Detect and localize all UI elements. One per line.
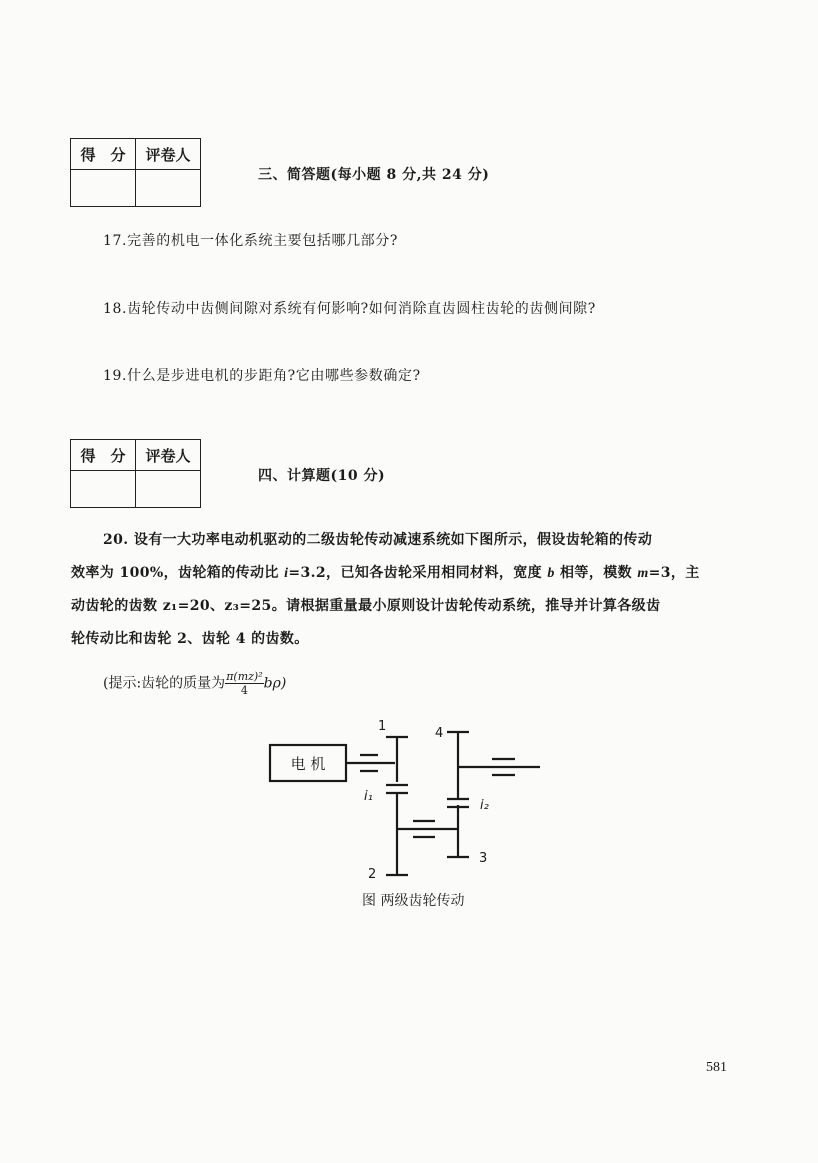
section4-title: 四、计算题(10 分) [258, 468, 386, 484]
score-header: 得 分 [71, 440, 136, 471]
figure-caption: 图 两级齿轮传动 [362, 893, 465, 909]
q20-line-4: 轮传动比和齿轮 2、齿轮 4 的齿数。 [71, 631, 309, 647]
gear-label-1: 1 [378, 719, 387, 734]
ratio-label-i1: i₁ [364, 789, 373, 804]
motor-label: 电 机 [290, 755, 326, 773]
score-cell [71, 471, 136, 508]
grader-header: 评卷人 [136, 440, 201, 471]
grader-cell [136, 471, 201, 508]
score-header: 得 分 [71, 139, 136, 170]
score-box-section4 [70, 439, 201, 508]
score-box-section3 [70, 138, 201, 207]
grader-cell [136, 170, 201, 207]
question-19: 19.什么是步进电机的步距角?它由哪些参数确定? [103, 368, 421, 384]
q20-line-1: 20. 设有一大功率电动机驱动的二级齿轮传动减速系统如下图所示，假设齿轮箱的传动 [103, 532, 653, 548]
gear-label-3: 3 [479, 851, 488, 866]
score-cell [71, 170, 136, 207]
ratio-label-i2: i₂ [480, 798, 489, 813]
question-17: 17.完善的机电一体化系统主要包括哪几部分? [103, 233, 398, 249]
question-20 [71, 524, 763, 656]
section3-title: 三、简答题(每小题 8 分,共 24 分) [258, 167, 490, 183]
gear-train-diagram [260, 715, 560, 885]
q20-line-2: 效率为 100%，齿轮箱的传动比 i=3.2，已知各齿轮采用相同材料，宽度 b 相等，模数 m=3，主 [71, 565, 700, 581]
mass-fraction: $\frac{\text{π(mz)²}}{4}$ [226, 670, 263, 697]
page-number: 581 [706, 1060, 727, 1075]
question-18: 18.齿轮传动中齿侧间隙对系统有何影响?如何消除直齿圆柱齿轮的齿侧间隙? [103, 301, 596, 317]
gear-label-4: 4 [435, 726, 444, 741]
grader-header: 评卷人 [136, 139, 201, 170]
q20-line-3: 动齿轮的齿数 z₁=20、z₃=25。请根据重量最小原则设计齿轮传动系统，推导并计算各级齿 [71, 598, 661, 614]
gear-label-2: 2 [368, 867, 377, 882]
hint-formula: (提示:齿轮的质量为 $\frac{\text{π(mz)²}}{4}$ bρ) [103, 670, 287, 697]
